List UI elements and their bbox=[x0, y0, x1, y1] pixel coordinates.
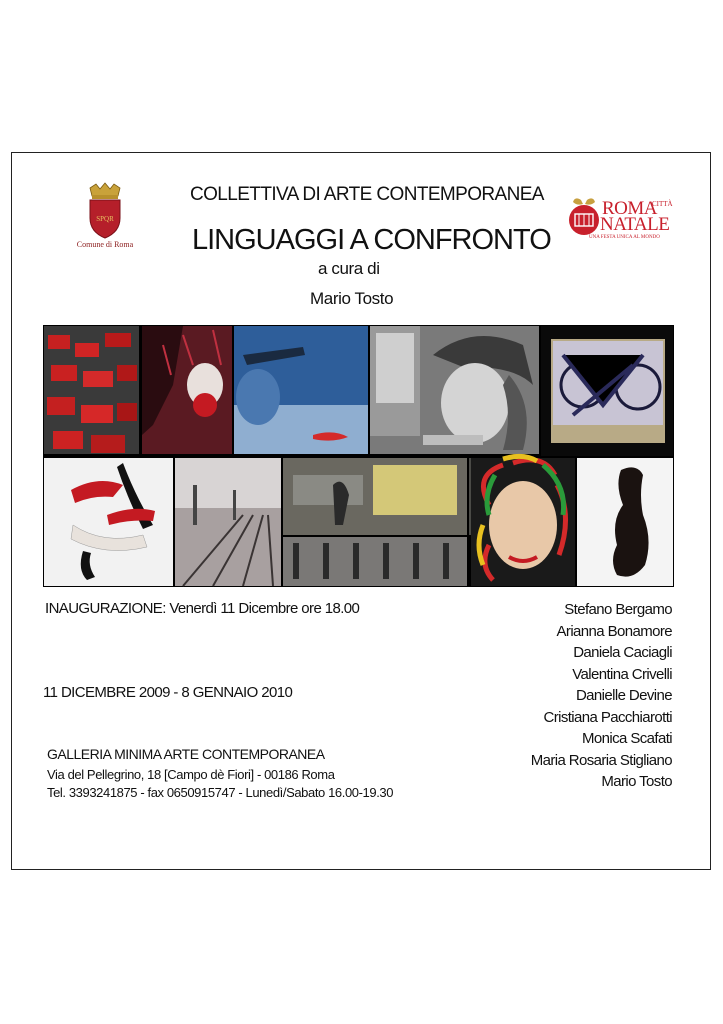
exhibition-dates: 11 DICEMBRE 2009 - 8 GENNAIO 2010 bbox=[43, 684, 293, 701]
artwork-underpass bbox=[283, 537, 467, 586]
comune-label: Comune di Roma bbox=[76, 240, 134, 249]
gallery-name: GALLERIA MINIMA ARTE CONTEMPORANEA bbox=[47, 746, 325, 762]
artist-name: Danielle Devine bbox=[575, 687, 672, 704]
artwork-blue-figure bbox=[233, 325, 369, 456]
artist-name: Stefano Bergamo bbox=[564, 601, 672, 618]
artwork-red-shoes bbox=[44, 458, 173, 586]
logo-tagline: UNA FESTA UNICA AL MONDO bbox=[589, 235, 660, 240]
artwork-train-station bbox=[283, 458, 499, 535]
artwork-child-portrait bbox=[369, 325, 540, 456]
artwork-abstract-face bbox=[141, 325, 233, 456]
logo-roma-text: ROMA bbox=[602, 198, 658, 219]
ribbon-icon bbox=[567, 196, 603, 240]
gallery-address: Via del Pellegrino, 18 [Campo dè Fiori] - 00186 Roma bbox=[47, 767, 335, 782]
artwork-bicycle-painting bbox=[541, 326, 673, 456]
artwork-railway-tracks bbox=[175, 458, 281, 586]
exhibition-subtitle: COLLETTIVA DI ARTE CONTEMPORANEA bbox=[190, 184, 544, 205]
artist-name: Daniela Caciagli bbox=[573, 644, 672, 661]
artist-name: Arianna Bonamore bbox=[556, 622, 672, 640]
artist-list bbox=[531, 599, 672, 793]
artist-name: Valentina Crivelli bbox=[572, 665, 672, 683]
gallery-contacts: Tel. 3393241875 - fax 0650915747 - Lunedì/Sabato 16.00-19.30 bbox=[47, 785, 394, 800]
logo-natale-text: NATALE bbox=[600, 214, 670, 235]
artwork-colorful-face bbox=[471, 456, 575, 586]
artwork-sculpture bbox=[577, 458, 673, 586]
artist-name: Maria Rosaria Stigliano bbox=[530, 751, 672, 769]
curated-by-label: a cura di bbox=[318, 259, 380, 278]
artwork-red-boxes bbox=[43, 325, 141, 456]
svg-text:SPQR: SPQR bbox=[96, 215, 114, 223]
artist-name: Cristiana Pacchiarotti bbox=[543, 708, 672, 726]
artist-name: Monica Scafati bbox=[582, 730, 672, 747]
artwork-mosaic bbox=[43, 325, 674, 587]
logo-citta-text: CITTÀ bbox=[652, 200, 673, 208]
inauguration-text: INAUGURAZIONE: Venerdì 11 Dicembre ore 18.00 bbox=[45, 600, 360, 617]
curator-name: Mario Tosto bbox=[310, 289, 394, 308]
comune-di-roma-logo bbox=[62, 182, 148, 260]
exhibition-title: LINGUAGGI A CONFRONTO bbox=[192, 224, 551, 256]
roma-natale-logo bbox=[567, 194, 682, 246]
artist-name: Mario Tosto bbox=[601, 773, 672, 790]
crest-icon bbox=[62, 182, 148, 240]
